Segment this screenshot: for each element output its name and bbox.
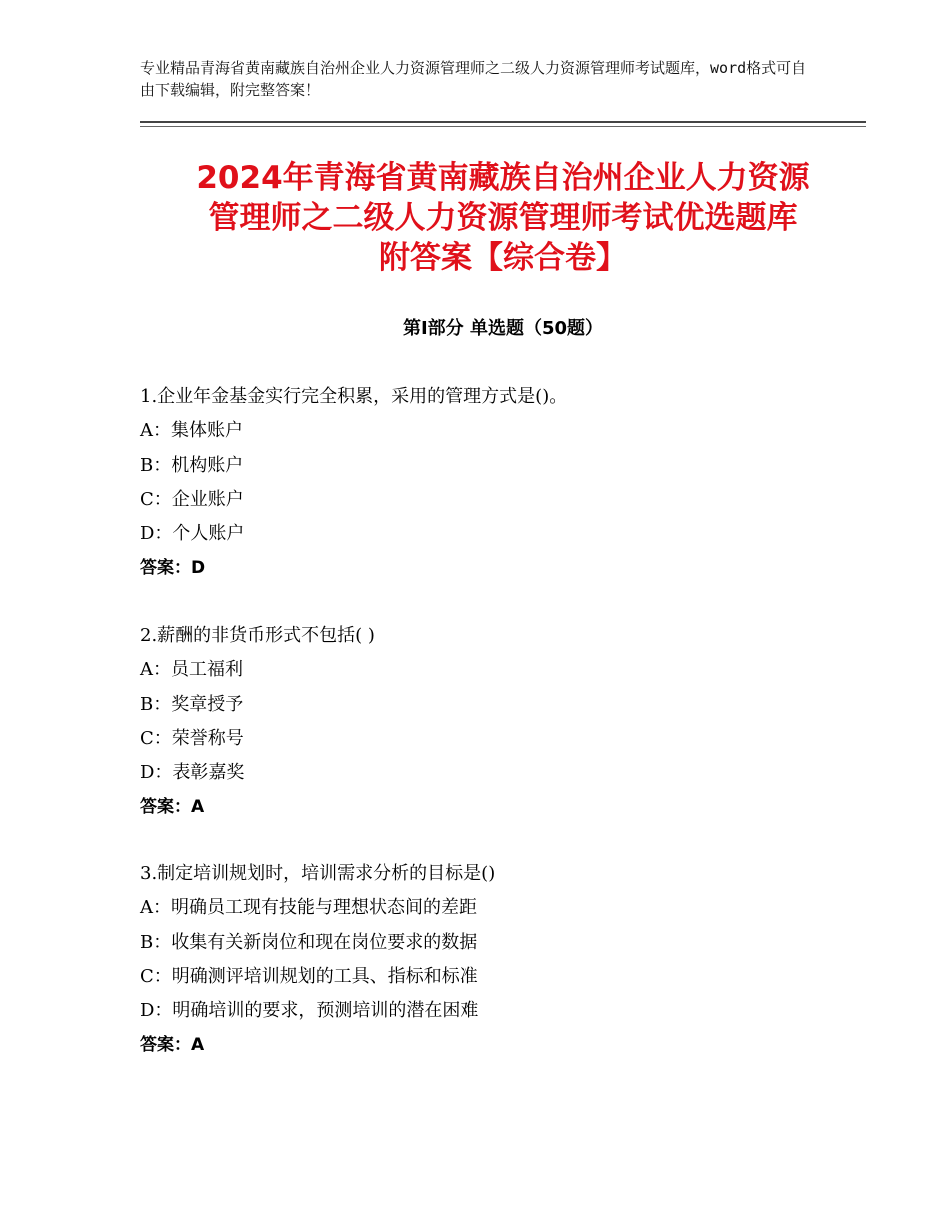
document-title: [140, 158, 866, 278]
option-b: B：奖章授予: [140, 693, 244, 715]
answer: 答案：D: [140, 558, 206, 579]
title-line-2: 管理师之二级人力资源管理师考试优选题库: [208, 200, 798, 236]
header-rule-thin: [140, 126, 866, 127]
header-rule-thick: [140, 121, 866, 123]
option-d: D：明确培训的要求，预测培训的潜在困难: [140, 1000, 479, 1022]
section-title: 第Ⅰ部分 单选题（50题）: [402, 318, 603, 339]
option-c: C：明确测评培训规划的工具、指标和标准: [140, 965, 478, 987]
question-stem: 1.企业年金基金实行完全积累，采用的管理方式是()。: [140, 386, 568, 407]
question-stem: 2.薪酬的非货币形式不包括( ): [140, 625, 375, 646]
question-2: [140, 619, 866, 825]
option-d: D：表彰嘉奖: [140, 762, 245, 784]
option-c: C：荣誉称号: [140, 727, 244, 749]
question-3: [140, 857, 866, 1063]
option-c: C：企业账户: [140, 488, 244, 510]
title-line-3: 附答案【综合卷】: [379, 240, 627, 276]
title-line-1: 2024年青海省黄南藏族自治州企业人力资源: [196, 160, 810, 196]
option-a: A：明确员工现有技能与理想状态间的差距: [140, 897, 477, 919]
question-stem: 3.制定培训规划时，培训需求分析的目标是(): [140, 863, 496, 884]
option-d: D：个人账户: [140, 523, 245, 545]
question-1: [140, 380, 866, 586]
answer: 答案：A: [140, 797, 205, 818]
option-a: A：员工福利: [140, 659, 243, 681]
option-b: B：收集有关新岗位和现在岗位要求的数据: [140, 931, 478, 953]
answer: 答案：A: [140, 1035, 205, 1056]
header-note: 专业精品青海省黄南藏族自治州企业人力资源管理师之二级人力资源管理师考试题库，word格式可自由下载编辑，附完整答案！: [140, 59, 807, 99]
option-a: A：集体账户: [140, 420, 243, 442]
option-b: B：机构账户: [140, 454, 244, 476]
